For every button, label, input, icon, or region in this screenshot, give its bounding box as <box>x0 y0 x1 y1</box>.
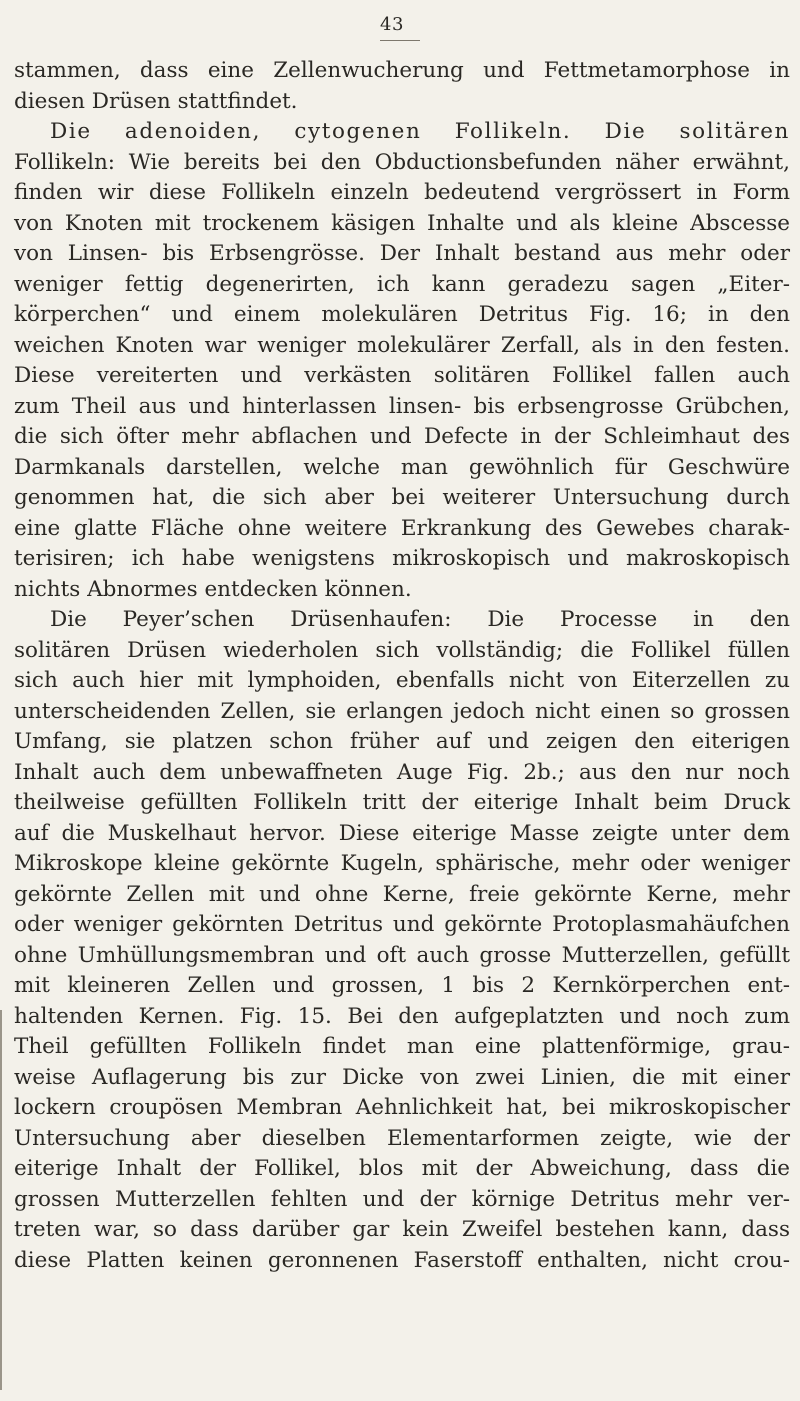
text-line: mit kleineren Zellen und grossen, 1 bis 2 Kernkörperchen ent- <box>14 973 790 998</box>
text-line: ohne Umhüllungsmembran und oft auch grosse Mutterzellen, gefüllt <box>14 942 790 968</box>
text-line: haltenden Kernen. Fig. 15. Bei den aufgeplatzten und noch zum <box>14 1003 790 1029</box>
text-line: Umfang, sie platzen schon früher auf und zeigen den eiterigen <box>14 729 790 754</box>
text-line: auf die Muskelhaut hervor. Diese eiterige Masse zeigte unter dem <box>14 820 790 846</box>
text-line: Theil gefüllten Follikeln findet man eine plattenförmige, grau- <box>14 1034 790 1059</box>
text-line: diese Platten keinen geronnenen Faserstoff enthalten, nicht crou- <box>14 1247 790 1273</box>
text-line: solitären Drüsen wiederholen sich vollständig; die Follikel füllen <box>14 637 790 663</box>
text-line: von Knoten mit trockenem käsigen Inhalte und als kleine Abscesse <box>14 210 790 236</box>
text-line: genommen hat, die sich aber bei weiterer Untersuchung durch <box>14 485 790 510</box>
text-line: gekörnte Zellen mit und ohne Kerne, freie gekörnte Kerne, mehr <box>14 881 790 907</box>
text-line: weise Auflagerung bis zur Dicke von zwei Linien, die mit einer <box>14 1064 790 1090</box>
text-line: von Linsen- bis Erbsengrösse. Der Inhalt bestand aus mehr oder <box>14 241 790 266</box>
text-line: eine glatte Fläche ohne weitere Erkrankung des Gewebes charak- <box>14 515 790 541</box>
text-line: Darmkanals darstellen, welche man gewöhnlich für Geschwüre <box>14 454 790 480</box>
text-line: sich auch hier mit lymphoiden, ebenfalls nicht von Eiterzellen zu <box>14 668 790 693</box>
text-line: finden wir diese Follikeln einzeln bedeutend vergrössert in Form <box>14 180 790 205</box>
text-line: treten war, so dass darüber gar kein Zweifel bestehen kann, dass <box>14 1217 790 1242</box>
page-number: 43 <box>380 14 404 35</box>
text-line: theilweise gefüllten Follikeln tritt der eiterige Inhalt beim Druck <box>14 790 790 815</box>
text-line: lockern croupösen Membran Aehnlichkeit hat, bei mikroskopischer <box>14 1095 790 1120</box>
text-line: oder weniger gekörnten Detritus und gekörnte Protoplasmahäufchen <box>14 912 790 937</box>
text-line: stammen, dass eine Zellenwucherung und Fettmetamorphose in <box>14 58 790 83</box>
text-line: Follikeln: Wie bereits bei den Obductionsbefunden näher erwähnt, <box>14 149 790 175</box>
text-line: weniger fettig degenerirten, ich kann geradezu sagen „Eiter- <box>14 271 790 297</box>
text-line: nichts Abnormes entdecken können. <box>14 576 412 602</box>
margin-binding-shadow <box>0 1010 2 1390</box>
text-line: terisiren; ich habe wenigstens mikroskopisch und makroskopisch <box>14 546 790 571</box>
text-line: die sich öfter mehr abflachen und Defecte in der Schleimhaut des <box>14 424 790 449</box>
text-line: Inhalt auch dem unbewaffneten Auge Fig. 2b.; aus den nur noch <box>14 759 790 785</box>
text-line: Diese vereiterten und verkästen solitären Follikel fallen auch <box>14 363 790 388</box>
body-text <box>14 56 790 1276</box>
text-line: weichen Knoten war weniger molekulärer Zerfall, als in den festen. <box>14 332 790 358</box>
text-line: zum Theil aus und hinterlassen linsen- bis erbsengrosse Grübchen, <box>14 393 790 419</box>
text-line: Mikroskope kleine gekörnte Kugeln, sphärische, mehr oder weniger <box>14 851 790 876</box>
section-heading-line: Die Peyer’schen Drüsenhaufen: Die Processe in den <box>50 607 790 632</box>
text-line: eiterige Inhalt der Follikel, blos mit der Abweichung, dass die <box>14 1156 790 1181</box>
page-number-rule <box>380 40 420 41</box>
text-line: körperchen“ und einem molekulären Detritus Fig. 16; in den <box>14 302 790 327</box>
text-line: grossen Mutterzellen fehlten und der körnige Detritus mehr ver- <box>14 1186 790 1212</box>
text-line: unterscheidenden Zellen, sie erlangen jedoch nicht einen so grossen <box>14 698 790 724</box>
section-heading-line: Die adenoiden, cytogenen Follikeln. Die solitären <box>50 119 790 144</box>
text-line: Untersuchung aber dieselben Elementarformen zeigte, wie der <box>14 1125 790 1151</box>
text-line: diesen Drüsen stattfindet. <box>14 88 298 114</box>
